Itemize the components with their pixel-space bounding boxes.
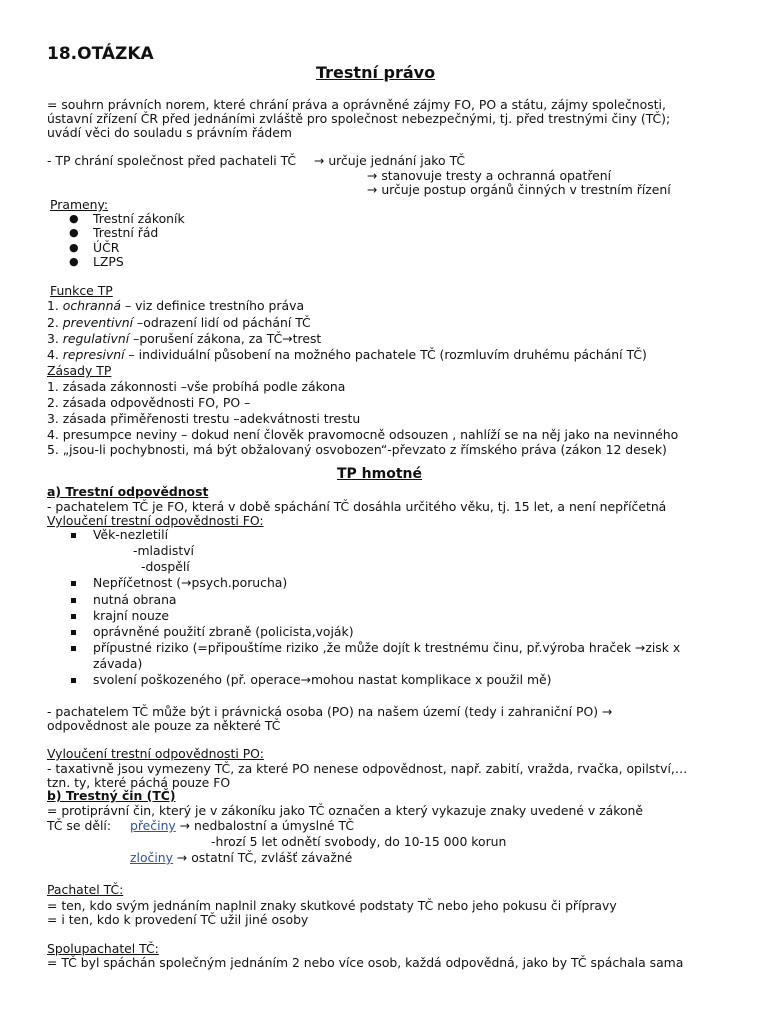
tc-split-label: TČ se dělí: <box>47 818 111 833</box>
bullet-square <box>71 533 76 538</box>
prameny-item: Trestní zákoník <box>93 211 185 226</box>
section-a-text: - pachatelem TČ je FO, která v době spáchání TČ dosáhla určitého věku, tj. 15 let, a není nepříčetná <box>47 499 667 514</box>
funkce-item: 1. ochranná – viz definice trestního práva <box>47 298 305 313</box>
bullet-square <box>71 646 76 651</box>
funkce-item: 3. regulativní –porušení zákona, za TČ→trest <box>47 331 322 346</box>
bullet-square <box>71 678 76 683</box>
funkce-item: 2. preventivní –odrazení lidí od páchání TČ <box>47 315 311 330</box>
funkce-heading: Funkce TP <box>50 283 113 298</box>
fo-item: přípustné riziko (=připouštíme riziko ,že může dojít k trestnému činu, př.výroba hraček →zisk x <box>93 640 681 655</box>
fo-item: Věk-nezletilí <box>93 527 169 542</box>
po-text: - pachatelem TČ může být i právnická osoba (PO) na našem území (tedy i zahraniční PO) → <box>47 704 613 719</box>
funkce-item: 4. represivní – individuální působení na možného pachatele TČ (rozmluvím druhému páchání TČ) <box>47 347 647 362</box>
pachatel-line: = i ten, kdo k provedení TČ užil jiné osoby <box>47 912 309 927</box>
precin-sub: -hrozí 5 let odnětí svobody, do 10-15 000 korun <box>211 834 507 849</box>
bullet-dot: ● <box>69 255 79 268</box>
bullet-square <box>71 581 76 586</box>
zasady-heading: Zásady TP <box>47 363 112 378</box>
section-b-definition: = protiprávní čin, který je v zákoníku jako TČ označen a který vykazuje znaky uvedené v zákoně <box>47 803 644 818</box>
zasady-item: 2. zásada odpovědnosti FO, PO – <box>47 395 251 410</box>
po-text: odpovědnost ale pouze za některé TČ <box>47 718 281 733</box>
bullet-square <box>71 630 76 635</box>
fo-item: Nepříčetnost (→psych.porucha) <box>93 575 288 590</box>
fo-item: svolení poškozeného (př. operace→mohou nastat komplikace x použil mě) <box>93 672 552 687</box>
bullet-square <box>71 614 76 619</box>
section-b-heading: b) Trestný čin (TČ) <box>47 788 176 803</box>
prameny-item: ÚČR <box>93 240 120 255</box>
zasady-item: 5. „jsou-li pochybnosti, má být obžalovaný osvobozen“-převzato z římského práva (zákon 12 desek) <box>47 442 667 457</box>
pachatel-line: = ten, kdo svým jednáním naplnil znaky skutkové podstaty TČ nebo jeho pokusu či přípravy <box>47 898 617 913</box>
definition-line: = souhrn právních norem, které chrání práva a oprávněné zájmy FO, PO a státu, zájmy společnosti, <box>47 97 666 112</box>
bullet-dot: ● <box>69 212 79 225</box>
po-exclusion-heading: Vyloučení trestní odpovědnosti PO: <box>47 746 264 761</box>
section-a-heading: a) Trestní odpovědnost <box>47 484 209 499</box>
fo-age-sub: -dospělí <box>141 559 190 574</box>
fo-item: oprávněné použití zbraně (policista,voják) <box>93 624 354 639</box>
prameny-item: LZPS <box>93 254 124 269</box>
tp-protects-arrow: → určuje jednání jako TČ <box>314 153 466 168</box>
definition-line: uvádí věci do souladu s právním řádem <box>47 125 292 140</box>
fo-exclusion-heading: Vyloučení trestní odpovědnosti FO: <box>47 513 264 528</box>
question-number: 18.OTÁZKA <box>47 44 154 64</box>
tp-protects-intro: - TP chrání společnost před pachateli TČ <box>47 153 297 168</box>
zlocin-row: zločiny → ostatní TČ, zvlášť závažné <box>130 850 353 865</box>
zasady-item: 4. presumpce neviny – dokud není člověk pravomocně odsouzen , nahlíží se na něj jako na nevinného <box>47 427 679 442</box>
fo-age-sub: -mladiství <box>133 543 194 558</box>
tp-protects-arrow: → určuje postup orgánů činných v trestním řízení <box>367 182 671 197</box>
bullet-dot: ● <box>69 226 79 239</box>
po-exclusion-line: - taxativně jsou vymezeny TČ, za které PO nenese odpovědnost, např. zabití, vražda, rvačka, opilství,… <box>47 761 688 776</box>
bullet-square <box>71 598 76 603</box>
spolupachatel-heading: Spolupachatel TČ: <box>47 941 159 956</box>
prameny-heading: Prameny: <box>50 197 109 212</box>
precin-link[interactable]: přečiny <box>130 818 176 833</box>
pachatel-heading: Pachatel TČ: <box>47 882 124 897</box>
fo-item-continuation: závada) <box>93 656 143 671</box>
po-exclusion-line: tzn. ty, které páchá pouze FO <box>47 775 231 790</box>
spolupachatel-line: = TČ byl spáchán společným jednáním 2 nebo více osob, každá odpovědná, jako by TČ spáchala sama <box>47 955 684 970</box>
definition-line: ústavní zřízení ČR před jednáními zvláště pro společnost nebezpečnými, tj. před trestnými činy (TČ); <box>47 111 671 126</box>
precin-row: přečiny → nedbalostní a úmyslné TČ <box>130 818 354 833</box>
page-title: Trestní právo <box>316 63 436 82</box>
zasady-item: 3. zásada přiměřenosti trestu –adekvátnosti trestu <box>47 411 361 426</box>
fo-item: krajní nouze <box>93 608 169 623</box>
tp-protects-arrow: → stanovuje tresty a ochranná opatření <box>367 168 612 183</box>
prameny-item: Trestní řád <box>93 225 159 240</box>
tp-hmotne-heading: TP hmotné <box>337 466 423 482</box>
zasady-item: 1. zásada zákonnosti –vše probíhá podle zákona <box>47 379 346 394</box>
fo-item: nutná obrana <box>93 592 177 607</box>
bullet-dot: ● <box>69 241 79 254</box>
zlocin-link[interactable]: zločiny <box>130 850 173 865</box>
